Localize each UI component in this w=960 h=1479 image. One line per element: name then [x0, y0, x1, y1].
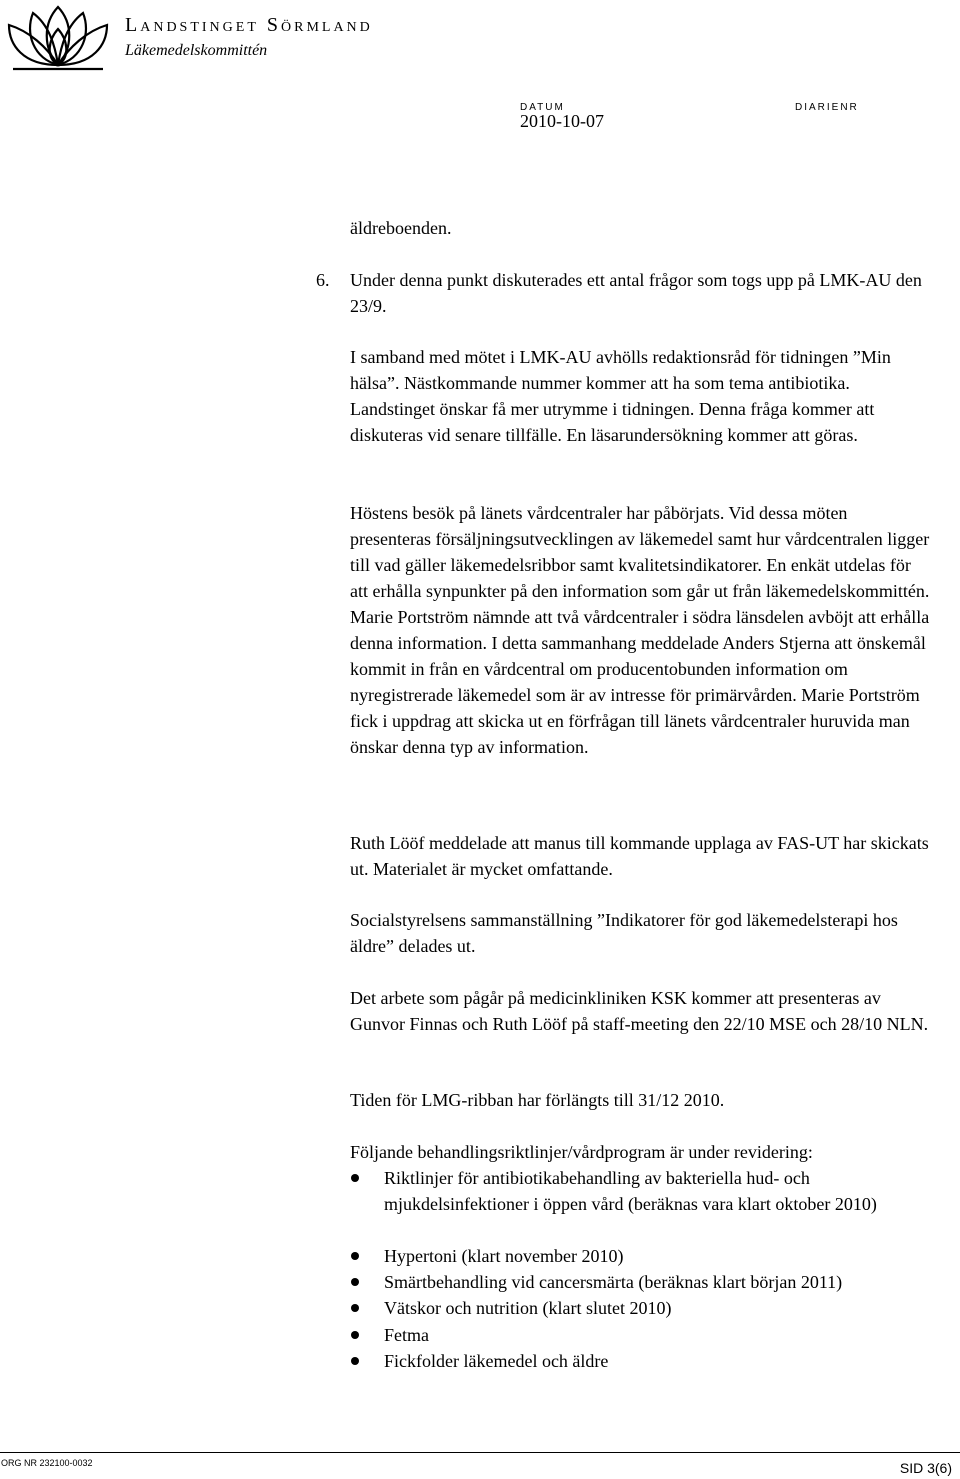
footer-page-number: SID 3(6) [899, 1460, 952, 1476]
item-6-text: Under denna punkt diskuterades ett antal frågor som togs upp på LMK-AU den 23/9. [350, 270, 922, 316]
paragraph-revidering: Följande behandlingsriktlinjer/vårdprogram är under revidering: [350, 1142, 813, 1162]
list-item: Hypertoni (klart november 2010) [384, 1246, 624, 1266]
date-value: 2010-10-07 [520, 111, 604, 131]
bullet-icon [351, 1252, 359, 1260]
paragraph-intro: äldreboenden. [350, 218, 452, 238]
paragraph-hostens-besok: Höstens besök på länets vårdcentraler har påbörjats. Vid dessa möten presenteras försäljningsutvecklingen av läkemedel samt hur vårdcentralen ligger till vad gäller läkemedelsribbor samt kvalitetsindikatorer. En enkät utdelas för att erhålla synpunkter på den information som går ut från läkemedelskommittén. Marie Portström nämnde att två vårdcentraler i södra länsdelen avböjt att erhålla denna information. I detta sammanhang meddelade Anders Stjerna att önskemål kommit in från en vårdcentral om producentobunden information om nyregistrerade läkemedel som är av intresse för primärvården. Marie Portström fick i uppdrag att skicka ut en förfrågan till länets vårdcentraler huruvida man önskar denna typ av information. [350, 503, 930, 757]
diarienr-label: DIARIENR [795, 102, 859, 113]
list-item: Fetma [384, 1325, 429, 1345]
org-subtitle: Läkemedelskommittén [125, 42, 268, 59]
bullet-icon [351, 1331, 359, 1339]
bullet-icon [351, 1304, 359, 1312]
paragraph-fas-ut: Ruth Lööf meddelade att manus till kommande upplaga av FAS-UT har skickats ut. Materialet är mycket omfattande. [350, 833, 929, 879]
list-item: Riktlinjer för antibiotikabehandling av bakteriella hud- och mjukdelsinfektioner i öppen vård (beräknas vara klart oktober 2010) [384, 1168, 877, 1214]
landsting-logo [3, 3, 113, 73]
paragraph-medicinkliniken: Det arbete som pågår på medicinkliniken KSK kommer att presenteras av Gunvor Finnas och Ruth Lööf på staff-meeting den 22/10 MSE och 28/10 NLN. [350, 988, 929, 1034]
list-item: Smärtbehandling vid cancersmärta (beräknas klart början 2011) [384, 1272, 843, 1292]
list-item: Vätskor och nutrition (klart slutet 2010) [384, 1298, 672, 1318]
item-number: 6. [316, 270, 330, 290]
org-name: Landstinget Sörmland [125, 14, 373, 36]
date-label: DATUM [520, 102, 565, 113]
paragraph-lmg-ribban: Tiden för LMG-ribban har förlängts till 31/12 2010. [350, 1090, 725, 1110]
bullet-icon [351, 1357, 359, 1365]
paragraph-socialstyrelsen: Socialstyrelsens sammanställning ”Indikatorer för god läkemedelsterapi hos äldre” delades ut. [350, 910, 898, 956]
footer-org-number: ORG NR 232100-0032 [1, 1458, 93, 1468]
bullet-icon [351, 1278, 359, 1286]
footer-divider [0, 1452, 960, 1453]
bullet-icon [351, 1174, 359, 1182]
list-item: Fickfolder läkemedel och äldre [384, 1351, 609, 1371]
paragraph-redaktionsrad: I samband med mötet i LMK-AU avhölls redaktionsråd för tidningen ”Min hälsa”. Nästkommande nummer kommer att ha som tema antibiotika. Landstinget önskar få mer utrymme i tidningen. Denna fråga kommer att diskuteras vid senare tillfälle. En läsarundersökning kommer att göras. [350, 347, 891, 445]
